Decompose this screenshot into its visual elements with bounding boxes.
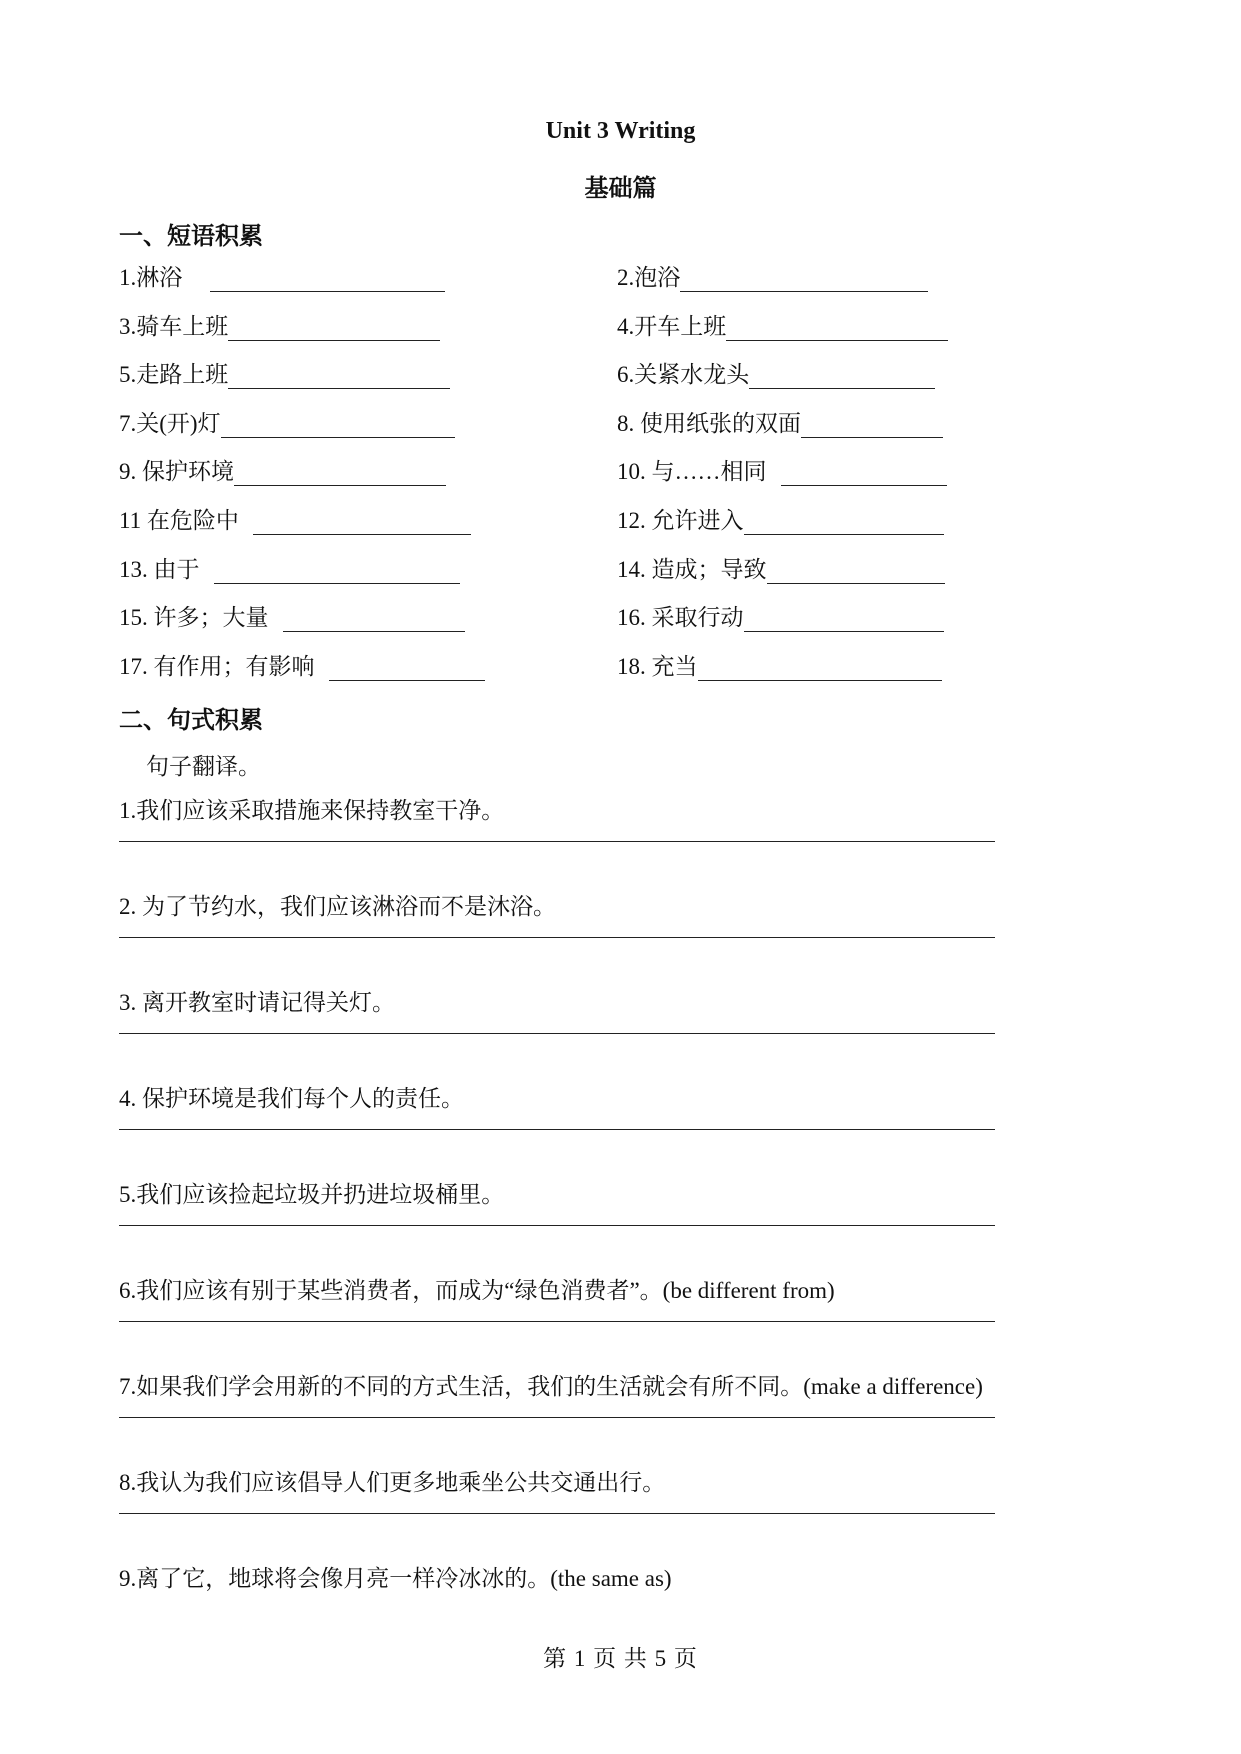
phrase-list xyxy=(119,262,999,699)
answer-line[interactable] xyxy=(119,841,995,842)
sentence-list xyxy=(119,792,1119,1656)
translation-item xyxy=(119,984,1119,1080)
phrase-item xyxy=(119,408,617,438)
answer-blank[interactable] xyxy=(283,609,465,632)
answer-blank[interactable] xyxy=(698,658,942,681)
translation-item xyxy=(119,888,1119,984)
phrase-label: 10. 与……相同 xyxy=(617,459,767,485)
answer-blank[interactable] xyxy=(801,415,943,438)
answer-line[interactable] xyxy=(119,1417,995,1418)
phrase-item xyxy=(617,262,999,292)
page-title: Unit 3 Writing xyxy=(545,118,696,144)
phrase-label: 4.开车上班 xyxy=(617,313,727,339)
instruction-text: 句子翻译。 xyxy=(146,754,261,779)
answer-blank[interactable] xyxy=(749,366,935,389)
phrase-item xyxy=(617,408,999,438)
answer-line[interactable] xyxy=(119,1321,995,1322)
translation-prompt: 9.离了它，地球将会像月亮一样冷冰冰的。(the same as) xyxy=(119,1566,672,1591)
answer-blank[interactable] xyxy=(744,512,944,535)
answer-blank[interactable] xyxy=(781,463,947,486)
answer-blank[interactable] xyxy=(726,318,948,341)
translation-item xyxy=(119,1080,1119,1176)
phrase-item xyxy=(119,262,617,292)
translation-item xyxy=(119,1464,1119,1560)
phrase-label: 12. 允许进入 xyxy=(617,507,744,533)
translation-prompt: 5.我们应该捡起垃圾并扔进垃圾桶里。 xyxy=(119,1182,505,1207)
phrase-label: 3.骑车上班 xyxy=(119,313,229,339)
translation-prompt: 4. 保护环境是我们每个人的责任。 xyxy=(119,1086,464,1111)
translation-item xyxy=(119,1272,1119,1368)
phrase-label: 7.关(开)灯 xyxy=(119,410,221,436)
phrase-item xyxy=(119,311,617,341)
translation-item xyxy=(119,1176,1119,1272)
answer-line[interactable] xyxy=(119,1513,995,1514)
answer-line[interactable] xyxy=(119,937,995,938)
phrase-label: 11 在危险中 xyxy=(119,507,239,533)
answer-blank[interactable] xyxy=(234,463,446,486)
phrase-label: 2.泡浴 xyxy=(617,265,681,290)
phrase-item xyxy=(617,311,999,341)
answer-blank[interactable] xyxy=(228,366,450,389)
phrase-item xyxy=(617,359,999,389)
translation-prompt: 2. 为了节约水，我们应该淋浴而不是沐浴。 xyxy=(119,894,556,919)
section-sentences-heading: 二、句式积累 xyxy=(119,708,263,734)
translation-item xyxy=(119,792,1119,888)
phrase-item xyxy=(119,602,617,632)
phrase-item xyxy=(617,602,999,632)
answer-blank[interactable] xyxy=(329,658,485,681)
translation-prompt: 1.我们应该采取措施来保持教室干净。 xyxy=(119,798,505,823)
phrase-item xyxy=(119,554,617,584)
answer-blank[interactable] xyxy=(210,269,445,292)
phrase-label: 9. 保护环境 xyxy=(119,459,234,485)
answer-blank[interactable] xyxy=(680,269,928,292)
phrase-label: 6.关紧水龙头 xyxy=(617,362,750,388)
phrase-label: 16. 采取行动 xyxy=(617,605,744,631)
phrase-item xyxy=(617,505,999,535)
phrase-item xyxy=(617,651,999,681)
phrase-item xyxy=(119,359,617,389)
phrase-item xyxy=(119,505,617,535)
phrase-label: 14. 造成；导致 xyxy=(617,556,767,582)
phrase-label: 18. 充当 xyxy=(617,653,698,679)
translation-item xyxy=(119,1368,1119,1464)
answer-blank[interactable] xyxy=(744,609,944,632)
page-footer: 第 1 页 共 5 页 xyxy=(543,1646,698,1671)
answer-line[interactable] xyxy=(119,1129,995,1130)
answer-line[interactable] xyxy=(119,1033,995,1034)
phrase-item xyxy=(119,456,617,486)
answer-blank[interactable] xyxy=(214,561,460,584)
answer-blank[interactable] xyxy=(253,512,471,535)
phrase-label: 15. 许多；大量 xyxy=(119,605,269,631)
answer-blank[interactable] xyxy=(767,561,945,584)
phrase-label: 8. 使用纸张的双面 xyxy=(617,410,801,436)
phrase-label: 1.淋浴 xyxy=(119,265,183,290)
answer-blank[interactable] xyxy=(221,415,455,438)
translation-prompt: 8.我认为我们应该倡导人们更多地乘坐公共交通出行。 xyxy=(119,1470,666,1495)
translation-prompt: 3. 离开教室时请记得关灯。 xyxy=(119,990,395,1015)
section-phrases-heading: 一、短语积累 xyxy=(119,224,263,250)
phrase-label: 13. 由于 xyxy=(119,556,200,582)
phrase-item xyxy=(617,554,999,584)
page-subtitle: 基础篇 xyxy=(584,176,657,202)
phrase-item xyxy=(119,651,617,681)
answer-line[interactable] xyxy=(119,1225,995,1226)
translation-prompt: 7.如果我们学会用新的不同的方式生活，我们的生活就会有所不同。(make a difference) xyxy=(119,1374,983,1399)
translation-prompt: 6.我们应该有别于某些消费者，而成为“绿色消费者”。(be different from) xyxy=(119,1278,835,1303)
answer-blank[interactable] xyxy=(228,318,440,341)
phrase-label: 5.走路上班 xyxy=(119,362,229,388)
phrase-item xyxy=(617,456,999,486)
phrase-label: 17. 有作用；有影响 xyxy=(119,653,315,679)
